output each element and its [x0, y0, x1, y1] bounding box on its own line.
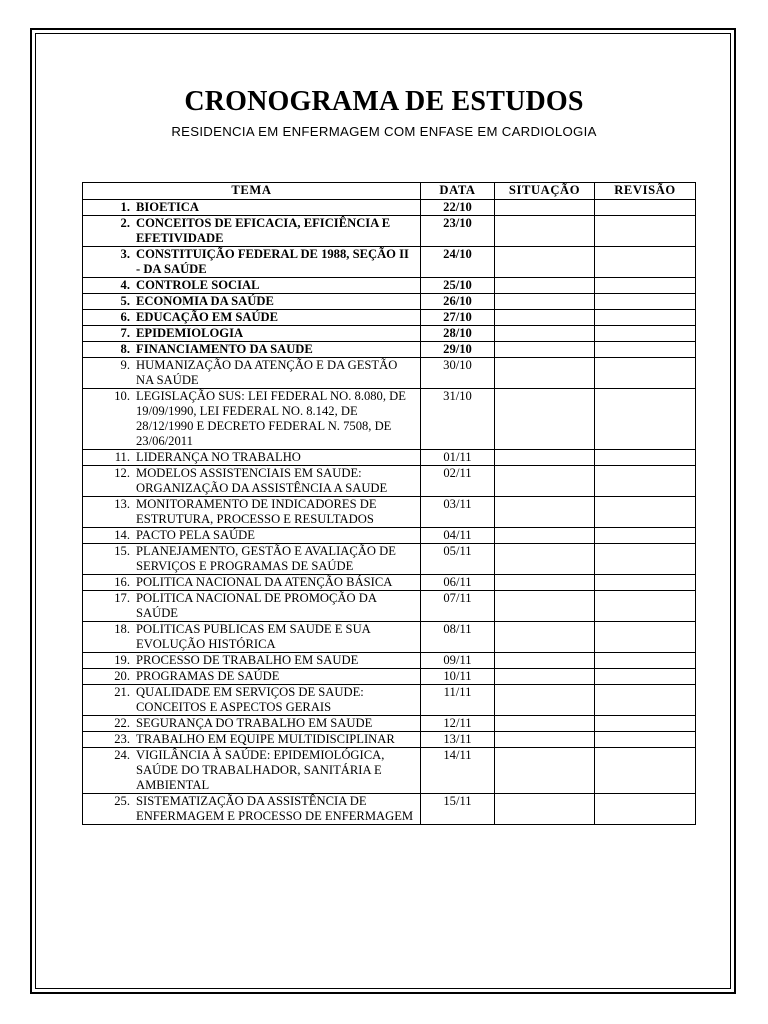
- row-data: 29/10: [421, 342, 495, 358]
- row-data: 30/10: [421, 358, 495, 389]
- row-revisao[interactable]: [595, 591, 696, 622]
- row-revisao[interactable]: [595, 278, 696, 294]
- row-situacao[interactable]: [495, 497, 595, 528]
- row-situacao[interactable]: [495, 575, 595, 591]
- row-data: 15/11: [421, 794, 495, 825]
- row-tema: LEGISLAÇÃO SUS: LEI FEDERAL NO. 8.080, DE 19/09/1990, LEI FEDERAL NO. 8.142, DE 28/12/1990 E DECRETO FEDERAL N. 7508, DE 23/06/2011: [136, 389, 406, 448]
- row-number: 19.: [114, 653, 130, 667]
- row-tema: CONTROLE SOCIAL: [136, 278, 260, 292]
- table-row: [83, 294, 696, 310]
- table-row: [83, 732, 696, 748]
- row-tema: PROCESSO DE TRABALHO EM SAUDE: [136, 653, 359, 667]
- row-revisao[interactable]: [595, 716, 696, 732]
- row-data: 05/11: [421, 544, 495, 575]
- row-tema: SEGURANÇA DO TRABALHO EM SAUDE: [136, 716, 373, 730]
- row-number: 20.: [114, 669, 130, 683]
- table-row: [83, 528, 696, 544]
- table-row: [83, 544, 696, 575]
- row-number: 6.: [120, 310, 130, 324]
- table-body: [83, 200, 696, 825]
- row-data: 04/11: [421, 528, 495, 544]
- row-data: 27/10: [421, 310, 495, 326]
- row-revisao[interactable]: [595, 669, 696, 685]
- row-revisao[interactable]: [595, 748, 696, 794]
- tema-cell: [83, 247, 421, 278]
- row-situacao[interactable]: [495, 216, 595, 247]
- row-number: 12.: [114, 466, 130, 480]
- row-tema: CONSTITUIÇÃO FEDERAL DE 1988, SEÇÃO II - DA SAÚDE: [136, 247, 409, 276]
- row-data: 07/11: [421, 591, 495, 622]
- row-tema: CONCEITOS DE EFICACIA, EFICIÊNCIA E EFETIVIDADE: [136, 216, 391, 245]
- row-number: 5.: [120, 294, 130, 308]
- row-revisao[interactable]: [595, 216, 696, 247]
- schedule-table: [82, 182, 696, 825]
- row-tema: MONITORAMENTO DE INDICADORES DE ESTRUTURA, PROCESSO E RESULTADOS: [136, 497, 377, 526]
- row-data: 28/10: [421, 326, 495, 342]
- row-number: 14.: [114, 528, 130, 542]
- row-number: 11.: [114, 450, 130, 464]
- table-row: [83, 716, 696, 732]
- row-number: 2.: [120, 216, 130, 230]
- row-tema: POLITICAS PUBLICAS EM SAUDE E SUA EVOLUÇÃO HISTÓRICA: [136, 622, 371, 651]
- row-tema: POLITICA NACIONAL DE PROMOÇÃO DA SAÚDE: [136, 591, 377, 620]
- table-row: [83, 450, 696, 466]
- row-revisao[interactable]: [595, 358, 696, 389]
- row-situacao[interactable]: [495, 653, 595, 669]
- tema-cell: [83, 294, 421, 310]
- row-revisao[interactable]: [595, 732, 696, 748]
- row-situacao[interactable]: [495, 794, 595, 825]
- header-situacao: SITUAÇÃO: [495, 183, 595, 200]
- row-number: 23.: [114, 732, 130, 746]
- row-situacao[interactable]: [495, 748, 595, 794]
- table-row: [83, 466, 696, 497]
- table-row: [83, 575, 696, 591]
- tema-cell: [83, 497, 421, 528]
- tema-cell: [83, 450, 421, 466]
- row-situacao[interactable]: [495, 342, 595, 358]
- row-revisao[interactable]: [595, 200, 696, 216]
- row-tema: VIGILÂNCIA À SAÚDE: EPIDEMIOLÓGICA, SAÚDE DO TRABALHADOR, SANITÁRIA E AMBIENTAL: [136, 748, 385, 792]
- row-situacao[interactable]: [495, 669, 595, 685]
- row-revisao[interactable]: [595, 544, 696, 575]
- row-tema: EPIDEMIOLOGIA: [136, 326, 244, 340]
- table-row: [83, 669, 696, 685]
- table-row: [83, 685, 696, 716]
- tema-cell: [83, 622, 421, 653]
- row-data: 08/11: [421, 622, 495, 653]
- row-tema: PLANEJAMENTO, GESTÃO E AVALIAÇÃO DE SERVIÇOS E PROGRAMAS DE SAÚDE: [136, 544, 396, 573]
- tema-cell: [83, 528, 421, 544]
- row-situacao[interactable]: [495, 685, 595, 716]
- tema-cell: [83, 669, 421, 685]
- row-situacao[interactable]: [495, 326, 595, 342]
- row-tema: PACTO PELA SAÚDE: [136, 528, 255, 542]
- row-tema: EDUCAÇÃO EM SAÚDE: [136, 310, 279, 324]
- row-situacao[interactable]: [495, 622, 595, 653]
- row-data: 23/10: [421, 216, 495, 247]
- row-situacao[interactable]: [495, 466, 595, 497]
- row-situacao[interactable]: [495, 591, 595, 622]
- tema-cell: [83, 278, 421, 294]
- row-situacao[interactable]: [495, 732, 595, 748]
- row-number: 16.: [114, 575, 130, 589]
- row-situacao[interactable]: [495, 544, 595, 575]
- table-row: [83, 278, 696, 294]
- row-data: 06/11: [421, 575, 495, 591]
- table-row: [83, 247, 696, 278]
- tema-cell: [83, 732, 421, 748]
- row-number: 7.: [120, 326, 130, 340]
- row-situacao[interactable]: [495, 310, 595, 326]
- tema-cell: [83, 389, 421, 450]
- row-situacao[interactable]: [495, 358, 595, 389]
- row-revisao[interactable]: [595, 310, 696, 326]
- table-row: [83, 389, 696, 450]
- row-revisao[interactable]: [595, 622, 696, 653]
- row-situacao[interactable]: [495, 200, 595, 216]
- row-number: 21.: [114, 685, 130, 699]
- row-tema: LIDERANÇA NO TRABALHO: [136, 450, 301, 464]
- page-subtitle: RESIDENCIA EM ENFERMAGEM COM ENFASE EM CARDIOLOGIA: [171, 124, 597, 139]
- row-situacao[interactable]: [495, 716, 595, 732]
- row-tema: HUMANIZAÇÃO DA ATENÇÃO E DA GESTÃO NA SAÚDE: [136, 358, 398, 387]
- tema-cell: [83, 544, 421, 575]
- row-number: 13.: [114, 497, 130, 511]
- tema-cell: [83, 466, 421, 497]
- row-data: 31/10: [421, 389, 495, 450]
- table-row: [83, 200, 696, 216]
- row-data: 01/11: [421, 450, 495, 466]
- table-row: [83, 310, 696, 326]
- row-number: 4.: [120, 278, 130, 292]
- row-data: 09/11: [421, 653, 495, 669]
- tema-cell: [83, 342, 421, 358]
- row-data: 25/10: [421, 278, 495, 294]
- row-number: 15.: [114, 544, 130, 558]
- row-situacao[interactable]: [495, 450, 595, 466]
- row-situacao[interactable]: [495, 247, 595, 278]
- row-situacao[interactable]: [495, 278, 595, 294]
- tema-cell: [83, 653, 421, 669]
- row-situacao[interactable]: [495, 294, 595, 310]
- row-data: 14/11: [421, 748, 495, 794]
- row-tema: BIOETICA: [136, 200, 199, 214]
- row-number: 3.: [120, 247, 130, 261]
- row-revisao[interactable]: [595, 466, 696, 497]
- row-revisao[interactable]: [595, 294, 696, 310]
- row-tema: MODELOS ASSISTENCIAIS EM SAUDE: ORGANIZAÇÃO DA ASSISTÊNCIA A SAUDE: [136, 466, 388, 495]
- tema-cell: [83, 326, 421, 342]
- row-data: 10/11: [421, 669, 495, 685]
- row-tema: ECONOMIA DA SAÚDE: [136, 294, 274, 308]
- row-tema: SISTEMATIZAÇÃO DA ASSISTÊNCIA DE ENFERMAGEM E PROCESSO DE ENFERMAGEM: [136, 794, 414, 823]
- table-row: [83, 358, 696, 389]
- row-data: 12/11: [421, 716, 495, 732]
- row-revisao[interactable]: [595, 794, 696, 825]
- row-revisao[interactable]: [595, 528, 696, 544]
- table-row: [83, 622, 696, 653]
- row-revisao[interactable]: [595, 389, 696, 450]
- row-number: 18.: [114, 622, 130, 636]
- table-row: [83, 216, 696, 247]
- row-data: 11/11: [421, 685, 495, 716]
- row-tema: FINANCIAMENTO DA SAUDE: [136, 342, 313, 356]
- row-data: 22/10: [421, 200, 495, 216]
- table-row: [83, 748, 696, 794]
- tema-cell: [83, 200, 421, 216]
- row-number: 1.: [120, 200, 130, 214]
- table-row: [83, 794, 696, 825]
- row-number: 8.: [120, 342, 130, 356]
- row-data: 24/10: [421, 247, 495, 278]
- table-row: [83, 342, 696, 358]
- row-number: 25.: [114, 794, 130, 808]
- row-number: 17.: [114, 591, 130, 605]
- tema-cell: [83, 685, 421, 716]
- row-revisao[interactable]: [595, 497, 696, 528]
- tema-cell: [83, 358, 421, 389]
- tema-cell: [83, 591, 421, 622]
- tema-cell: [83, 748, 421, 794]
- row-tema: TRABALHO EM EQUIPE MULTIDISCIPLINAR: [136, 732, 395, 746]
- row-number: 24.: [114, 748, 130, 762]
- row-tema: QUALIDADE EM SERVIÇOS DE SAUDE: CONCEITOS E ASPECTOS GERAIS: [136, 685, 364, 714]
- tema-cell: [83, 310, 421, 326]
- row-situacao[interactable]: [495, 528, 595, 544]
- row-revisao[interactable]: [595, 450, 696, 466]
- row-tema: POLITICA NACIONAL DA ATENÇÃO BÁSICA: [136, 575, 393, 589]
- tema-cell: [83, 575, 421, 591]
- row-data: 13/11: [421, 732, 495, 748]
- tema-cell: [83, 716, 421, 732]
- header-data: DATA: [421, 183, 495, 200]
- row-data: 26/10: [421, 294, 495, 310]
- row-data: 02/11: [421, 466, 495, 497]
- table-row: [83, 326, 696, 342]
- table-row: [83, 497, 696, 528]
- page-title: CRONOGRAMA DE ESTUDOS: [184, 86, 584, 117]
- row-revisao[interactable]: [595, 326, 696, 342]
- header-tema: TEMA: [83, 183, 421, 200]
- table-row: [83, 653, 696, 669]
- row-number: 9.: [120, 358, 130, 372]
- table-header-row: [83, 183, 696, 200]
- tema-cell: [83, 216, 421, 247]
- row-data: 03/11: [421, 497, 495, 528]
- row-number: 22.: [114, 716, 130, 730]
- row-number: 10.: [114, 389, 130, 403]
- table-row: [83, 591, 696, 622]
- row-revisao[interactable]: [595, 575, 696, 591]
- row-revisao[interactable]: [595, 685, 696, 716]
- row-revisao[interactable]: [595, 653, 696, 669]
- tema-cell: [83, 794, 421, 825]
- header-revisao: REVISÃO: [595, 183, 696, 200]
- row-revisao[interactable]: [595, 247, 696, 278]
- row-situacao[interactable]: [495, 389, 595, 450]
- row-tema: PROGRAMAS DE SAÚDE: [136, 669, 280, 683]
- row-revisao[interactable]: [595, 342, 696, 358]
